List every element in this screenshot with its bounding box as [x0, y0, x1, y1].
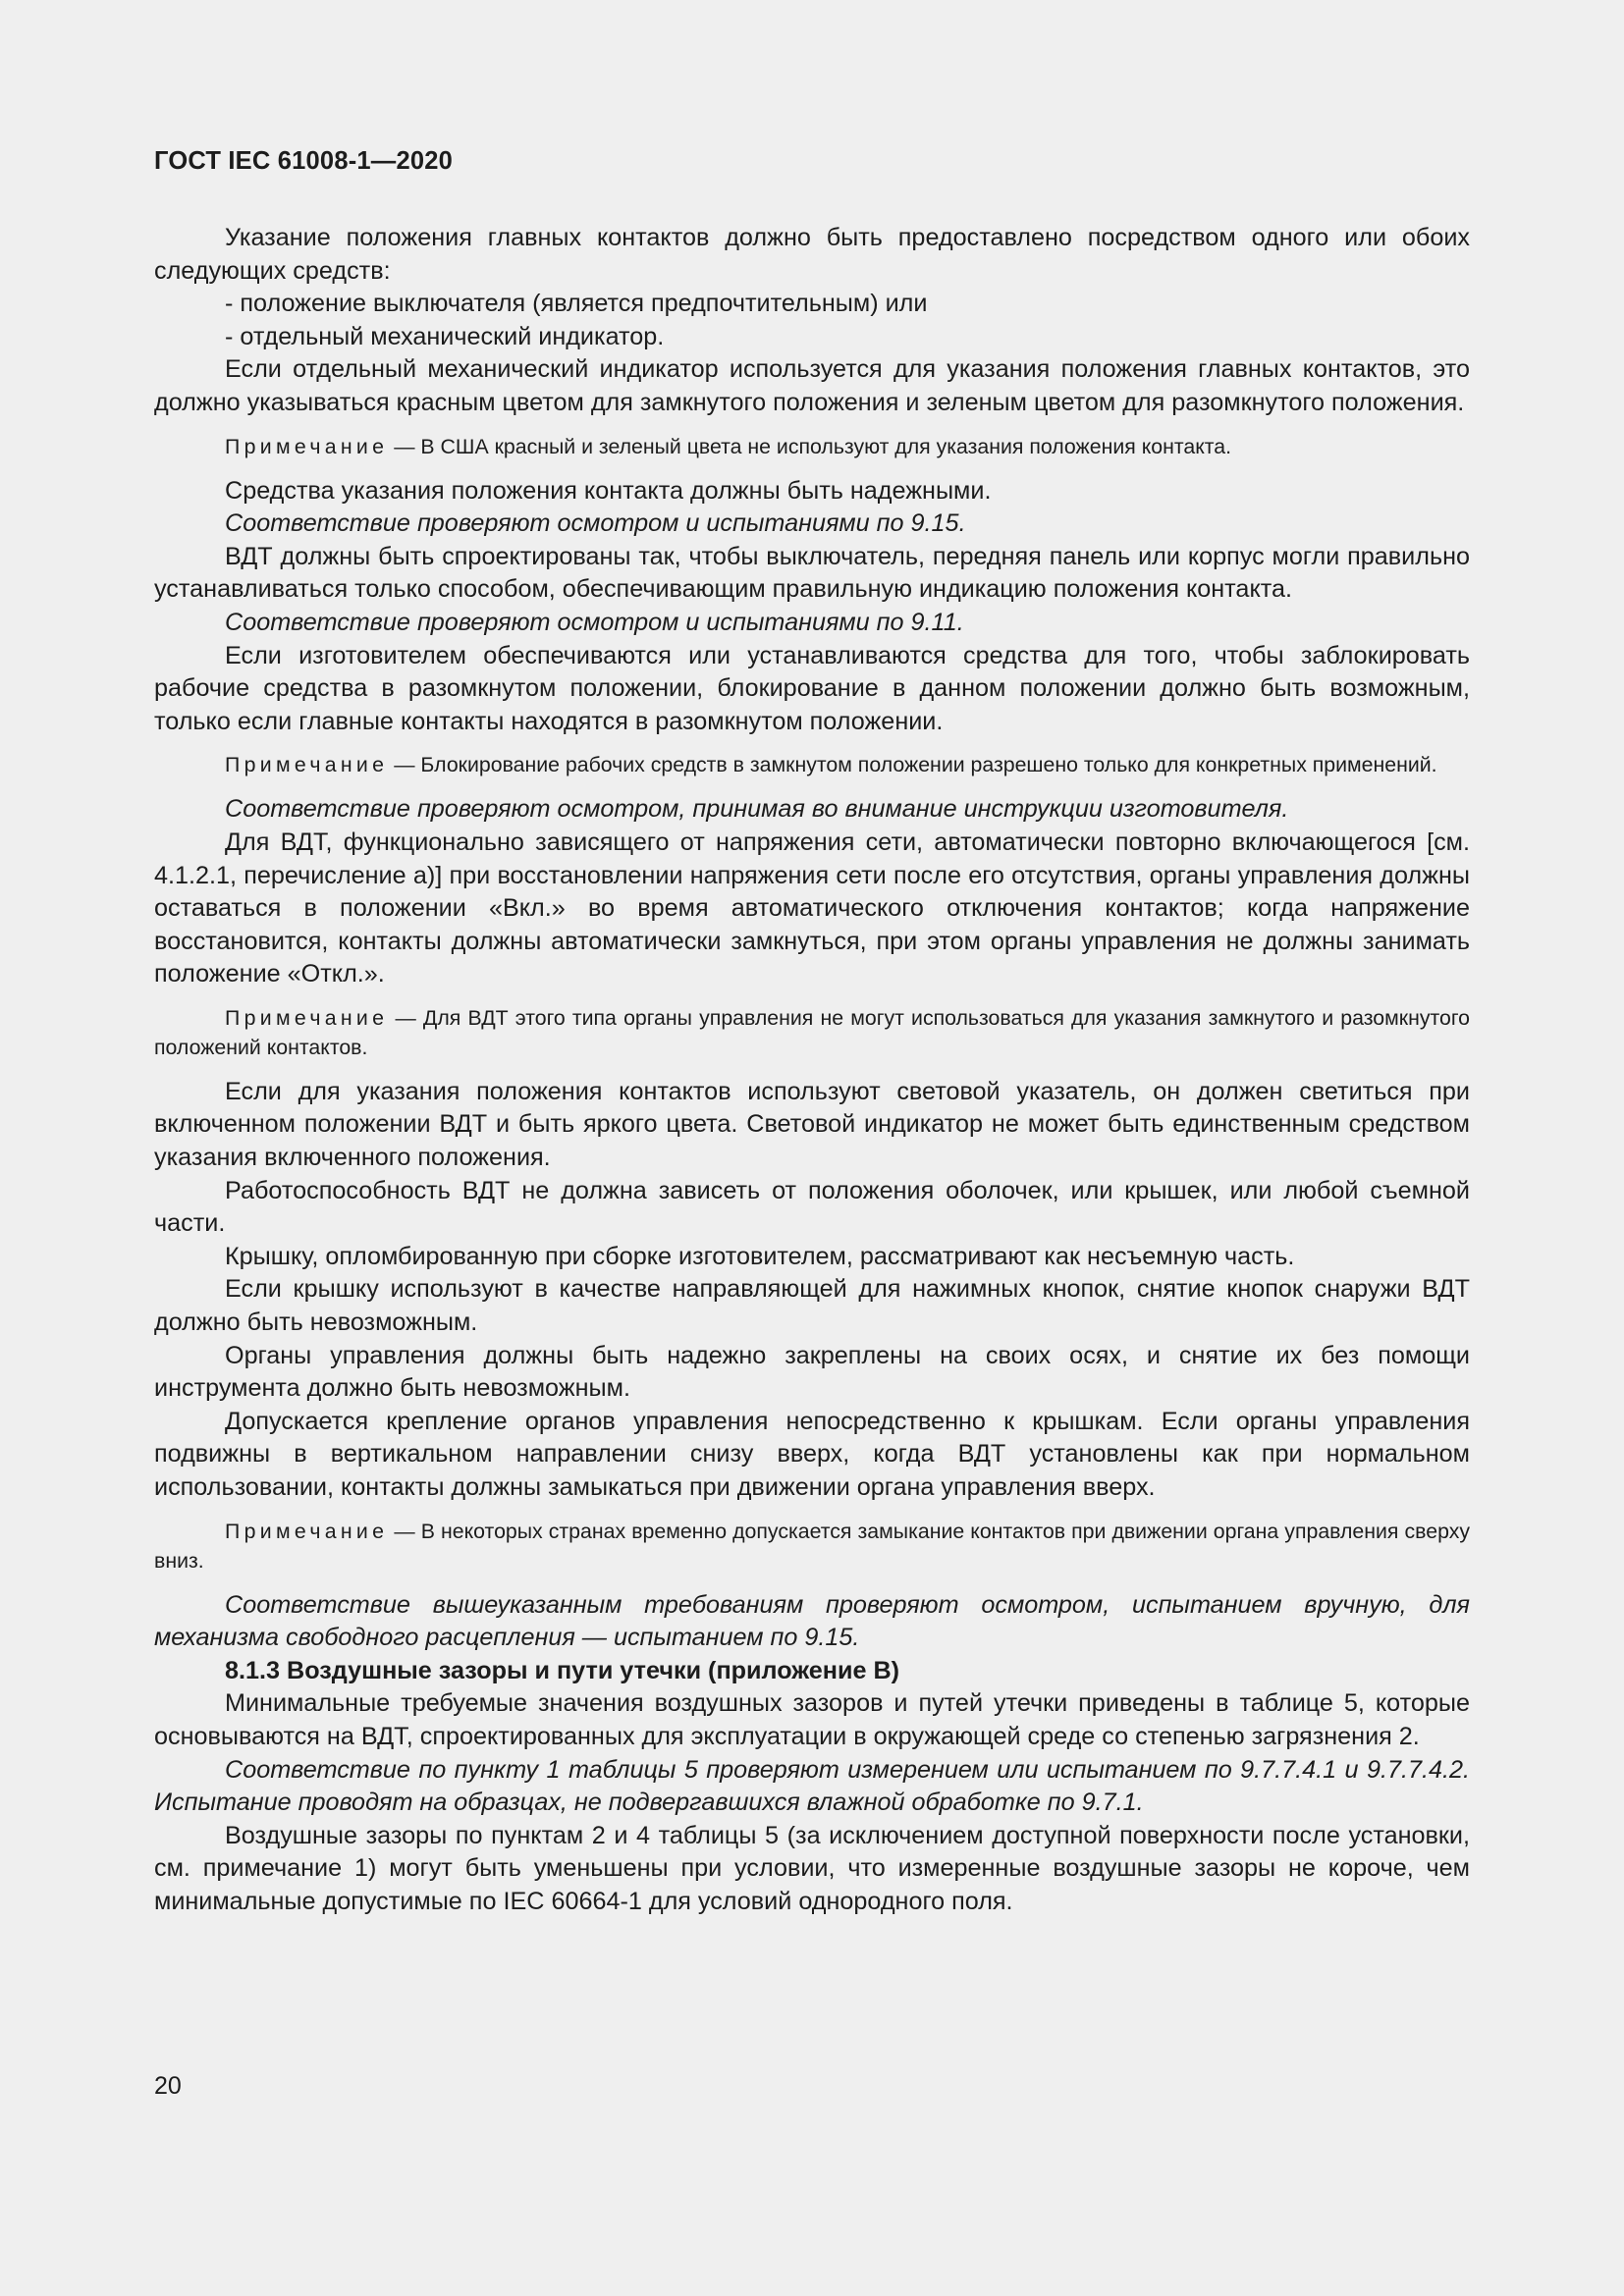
paragraph: Для ВДТ, функционально зависящего от напряжения сети, автоматически повторно включающегося [см. 4.1.2.1, перечисление а)] при восстановлении напряжения сети после его отсутствия, органы управления должны оставаться в положении «Вкл.» во время автоматического отключения контактов; когда напряжение восстановится, контакты должны автоматически замкнуться, при этом органы управления не должны занимать положение «Откл.». [154, 828, 1470, 988]
note-label: Примечание [225, 753, 389, 777]
note-label: Примечание [225, 434, 389, 458]
paragraph: Работоспособность ВДТ не должна зависеть от положения оболочек, или крышек, или любой съемной части. [154, 1176, 1470, 1238]
note-text: В США красный и зеленый цвета не используют для указания положения контакта. [420, 434, 1232, 458]
paragraph: Воздушные зазоры по пунктам 2 и 4 таблицы 5 (за исключением доступной поверхности после установки, см. примечание 1) могут быть уменьшены при условии, что измеренные воздушные зазоры не короче, чем минимальные допустимые по IEC 60664-1 для условий однородного поля. [154, 1821, 1470, 1915]
note-text: В некоторых странах временно допускается замыкание контактов при движении органа управления сверху вниз. [154, 1519, 1470, 1573]
note-dash: — [388, 753, 421, 777]
list-item: - положение выключателя (является предпочтительным) или [225, 290, 928, 318]
paragraph: Указание положения главных контактов должно быть предоставлено посредством одного или обоих следующих средств: [154, 224, 1470, 285]
paragraph: ВДТ должны быть спроектированы так, чтобы выключатель, передняя панель или корпус могли правильно устанавливаться только способом, обеспечивающим правильную индикацию положения контакта. [154, 542, 1470, 604]
list-item: - отдельный механический индикатор. [225, 322, 665, 350]
note [154, 750, 1470, 779]
compliance-check: Соответствие по пункту 1 таблицы 5 проверяют измерением или испытанием по 9.7.7.4.1 и 9.7.7.4.2. Испытание проводят на образцах, не подвергавшихся влажной обработке по 9.7.1. [154, 1755, 1470, 1817]
note [154, 432, 1470, 461]
paragraph: Если для указания положения контактов используют световой указатель, он должен светиться при включенном положении ВДТ и быть яркого цвета. Световой индикатор не может быть единственным средством указания включенного положения. [154, 1077, 1470, 1172]
compliance-check: Соответствие проверяют осмотром, принимая во внимание инструкции изготовителя. [225, 795, 1289, 824]
note-text: Блокирование рабочих средств в замкнутом положении разрешено только для конкретных применений. [420, 753, 1437, 777]
note-dash: — [388, 1519, 421, 1543]
compliance-check: Соответствие проверяют осмотром и испытаниями по 9.15. [225, 509, 966, 538]
note-label: Примечание [225, 1005, 389, 1030]
compliance-check: Соответствие проверяют осмотром и испытаниями по 9.11. [225, 608, 964, 636]
section-heading: 8.1.3 Воздушные зазоры и пути утечки (приложение В) [225, 1656, 900, 1684]
note-dash: — [388, 434, 421, 458]
note-text: Для ВДТ этого типа органы управления не могут использоваться для указания замкнутого и разомкнутого положений контактов. [154, 1005, 1470, 1059]
note [154, 1003, 1470, 1062]
paragraph: Допускается крепление органов управления непосредственно к крышкам. Если органы управления подвижны в вертикальном направлении снизу вверх, когда ВДТ установлены как при нормальном использовании, контакты должны замыкаться при движении органа управления вверх. [154, 1407, 1470, 1501]
paragraph: Минимальные требуемые значения воздушных зазоров и путей утечки приведены в таблице 5, которые основываются на ВДТ, спроектированных для эксплуатации в окружающей среде со степенью загрязнения 2. [154, 1689, 1470, 1750]
document-body [154, 222, 1470, 1919]
paragraph: Средства указания положения контакта должны быть надежными. [225, 476, 992, 505]
note-label: Примечание [225, 1519, 389, 1543]
paragraph: Если отдельный механический индикатор используется для указания положения главных контактов, это должно указываться красным цветом для замкнутого положения и зеленым цветом для разомкнутого положения. [154, 355, 1470, 416]
paragraph: Органы управления должны быть надежно закреплены на своих осях, и снятие их без помощи инструмента должно быть невозможным. [154, 1341, 1470, 1403]
document-header: ГОСТ IEC 61008-1—2020 [154, 147, 453, 175]
paragraph: Если крышку используют в качестве направляющей для нажимных кнопок, снятие кнопок снаружи ВДТ должно быть невозможным. [154, 1275, 1470, 1337]
note [154, 1517, 1470, 1575]
paragraph: Если изготовителем обеспечиваются или устанавливаются средства для того, чтобы заблокировать рабочие средства в разомкнутом положении, блокирование в данном положении должно быть возможным, только если главные контакты находятся в разомкнутом положении. [154, 641, 1470, 735]
paragraph: Крышку, опломбированную при сборке изготовителем, рассматривают как несъемную часть. [225, 1242, 1295, 1270]
page-number: 20 [154, 2072, 182, 2100]
note-dash: — [388, 1005, 423, 1030]
compliance-check: Соответствие вышеуказанным требованиям проверяют осмотром, испытанием вручную, для механизма свободного расцепления — испытанием по 9.15. [154, 1590, 1470, 1652]
